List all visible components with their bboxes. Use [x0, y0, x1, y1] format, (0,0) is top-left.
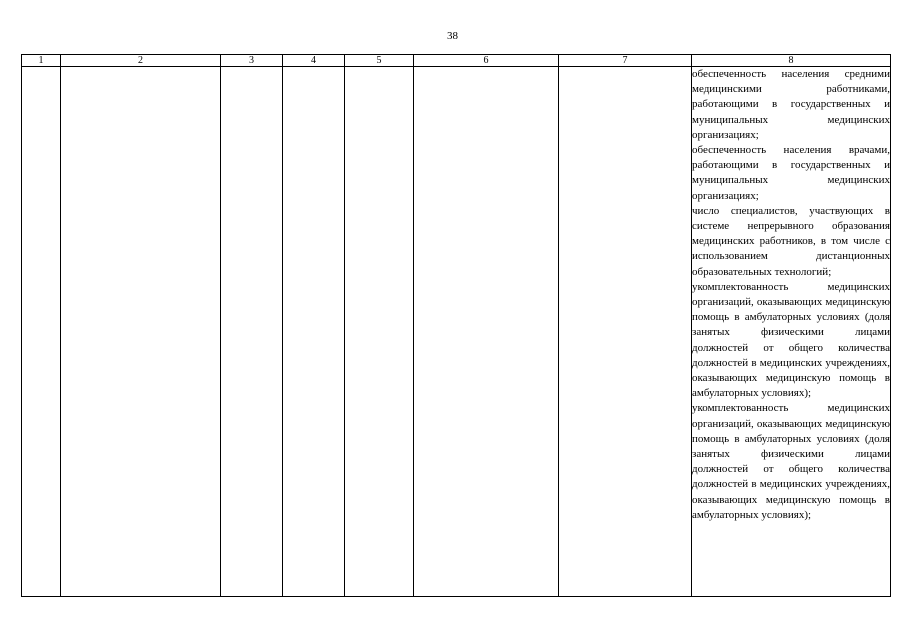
indicator-item: обеспеченность населения врачами, работающими в государственных и муниципальных медицинских организациях;: [692, 144, 890, 202]
table-cell-col6: [414, 67, 559, 597]
indicator-item: укомплектованность медицинских организаций, оказывающих медицинскую помощь в амбулаторных условиях (доля занятых физическими лицами должностей от общего количества должностей в медицинских учреждениях, оказывающих медицинскую помощь в амбулаторных условиях);: [692, 402, 890, 521]
column-header-6: 6: [414, 55, 559, 67]
column-header-8: 8: [692, 55, 891, 67]
document-table: [21, 54, 891, 597]
indicator-item: обеспеченность населения средними медицинскими работниками, работающими в государственных и муниципальных медицинских организациях;: [692, 68, 890, 141]
column-header-4: 4: [283, 55, 345, 67]
table-cell-col1: [22, 67, 61, 597]
table-cell-col5: [345, 67, 414, 597]
table-cell-col3: [221, 67, 283, 597]
table-cell-col2: [61, 67, 221, 597]
table-cell-col4: [283, 67, 345, 597]
indicator-item: число специалистов, участвующих в системе непрерывного образования медицинских работников, в том числе с использованием дистанционных образовательных технологий;: [692, 204, 890, 278]
table-cell-col7: [559, 67, 692, 597]
column-header-5: 5: [345, 55, 414, 67]
column-header-7: 7: [559, 55, 692, 67]
indicator-item: укомплектованность медицинских организаций, оказывающих медицинскую помощь в амбулаторных условиях (доля занятых физическими лицами должностей от общего количества должностей в медицинских учреждениях, оказывающих медицинскую помощь в амбулаторных условиях);: [692, 280, 890, 400]
column-header-2: 2: [61, 55, 221, 67]
header-row: [22, 55, 891, 67]
table-row: [22, 67, 891, 597]
page-number: 38: [447, 30, 458, 42]
column-header-3: 3: [221, 55, 283, 67]
column-header-1: 1: [22, 55, 61, 67]
table-cell-col8: [692, 67, 891, 597]
